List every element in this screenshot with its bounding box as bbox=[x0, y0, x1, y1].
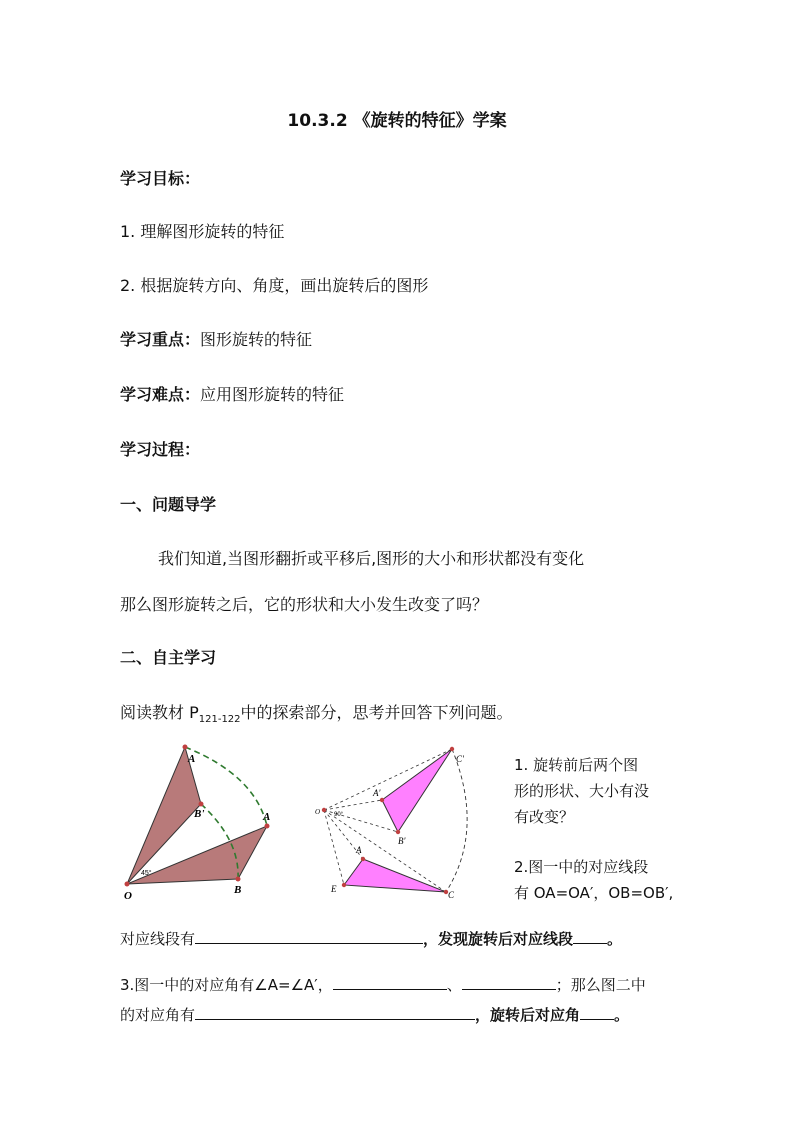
blank-corresponding-segments[interactable] bbox=[195, 929, 423, 944]
fig1-label-a-right: A bbox=[263, 811, 271, 823]
fig2-label-a: A bbox=[356, 845, 362, 855]
fig2-label-a-top: A' bbox=[373, 788, 381, 798]
q1-line-3: 有改变？ bbox=[514, 808, 575, 826]
blank-angle-2[interactable] bbox=[462, 975, 556, 990]
fig1-label-a-top: A bbox=[188, 753, 196, 765]
fig2-triangle-rotated bbox=[382, 749, 452, 832]
question-1 bbox=[514, 752, 649, 830]
fill1-mid: ，发现旋转后对应线段 bbox=[423, 930, 574, 948]
blank-fig2-angles[interactable] bbox=[195, 1005, 475, 1020]
question-3-line-2 bbox=[120, 1004, 629, 1025]
key-points bbox=[120, 327, 312, 350]
figure-1 bbox=[115, 740, 290, 905]
question-3-line-1 bbox=[120, 974, 646, 995]
difficult-label: 学习难点： bbox=[120, 385, 201, 404]
section-2-heading: 二、自主学习 bbox=[120, 648, 217, 667]
q3b-pre: 的对应角有 bbox=[120, 1006, 196, 1024]
blank-angle-property[interactable] bbox=[580, 1005, 614, 1020]
process-label: 学习过程： bbox=[120, 440, 201, 459]
fig2-point-o bbox=[322, 808, 326, 812]
figure-2 bbox=[310, 740, 500, 905]
fig1-point-a-right bbox=[265, 824, 270, 829]
fill1-pre: 对应线段有 bbox=[120, 930, 196, 948]
reading-instruction bbox=[120, 700, 513, 725]
fig2-label-c: C bbox=[448, 890, 455, 900]
page-title: 10.3.2 《旋转的特征》学案 bbox=[287, 111, 507, 131]
key-label: 学习重点： bbox=[120, 330, 201, 349]
intro-line-1: 我们知道,当图形翻折或平移后,图形的大小和形状都没有变化 bbox=[158, 549, 585, 568]
q3b-mid: ，旋转后对应角 bbox=[475, 1006, 581, 1024]
difficult-points bbox=[120, 382, 344, 405]
fig2-label-e: E bbox=[331, 884, 337, 894]
fig1-label-o: O bbox=[124, 890, 132, 902]
section-1-heading: 一、问题导学 bbox=[120, 495, 217, 514]
reading-pre: 阅读教材 P bbox=[120, 703, 199, 722]
fig2-point-c-top bbox=[450, 747, 454, 751]
fill-line-1 bbox=[120, 928, 622, 949]
fig2-label-b-mid: B' bbox=[398, 836, 406, 846]
q3-pre: 3.图一中的对应角有∠A=∠A′， bbox=[120, 976, 333, 994]
fig1-label-b-mid: B' bbox=[194, 808, 205, 820]
q1-line-1: 1. 旋转前后两个图 bbox=[514, 756, 639, 774]
fig1-angle-label: 45° bbox=[141, 870, 152, 877]
blank-angle-1[interactable] bbox=[333, 975, 447, 990]
fig2-point-a-top bbox=[380, 798, 384, 802]
fig2-arc bbox=[446, 749, 467, 892]
q1-line-2: 形的形状、大小有没 bbox=[514, 782, 650, 800]
fig2-point-b-mid bbox=[396, 830, 400, 834]
q3b-end: 。 bbox=[614, 1006, 630, 1024]
fig2-angle-label: 90° bbox=[334, 812, 344, 818]
objective-1: 1. 理解图形旋转的特征 bbox=[120, 222, 285, 241]
fig2-triangle-original bbox=[344, 859, 446, 892]
fig2-point-e bbox=[342, 883, 346, 887]
fig2-label-c-top: C' bbox=[456, 754, 464, 764]
reading-post: 中的探索部分，思考并回答下列问题。 bbox=[240, 703, 513, 722]
fig2-label-o: O bbox=[315, 808, 321, 816]
fig1-point-b-mid bbox=[199, 802, 204, 807]
fig2-point-a bbox=[361, 857, 365, 861]
q3-post: ；那么图二中 bbox=[555, 976, 646, 994]
objectives-label: 学习目标： bbox=[120, 169, 201, 188]
fig1-point-a-top bbox=[183, 745, 188, 750]
fig1-point-b-bottom bbox=[236, 877, 241, 882]
question-2 bbox=[514, 854, 673, 906]
fig1-point-o bbox=[125, 882, 130, 887]
reading-pages: 121-122 bbox=[198, 714, 241, 726]
key-text: 图形旋转的特征 bbox=[200, 330, 313, 349]
q3-sep: 、 bbox=[446, 976, 462, 994]
fig1-label-b-bottom: B bbox=[234, 884, 242, 896]
intro-line-2: 那么图形旋转之后，它的形状和大小发生改变了吗？ bbox=[120, 595, 489, 614]
q2-line-2: 有 OA=OA′，OB=OB′, bbox=[514, 884, 674, 902]
objective-2: 2. 根据旋转方向、角度，画出旋转后的图形 bbox=[120, 276, 429, 295]
blank-segment-property[interactable] bbox=[573, 929, 607, 944]
fill1-end: 。 bbox=[607, 930, 623, 948]
difficult-text: 应用图形旋转的特征 bbox=[200, 385, 345, 404]
q2-line-1: 2.图一中的对应线段 bbox=[514, 858, 649, 876]
